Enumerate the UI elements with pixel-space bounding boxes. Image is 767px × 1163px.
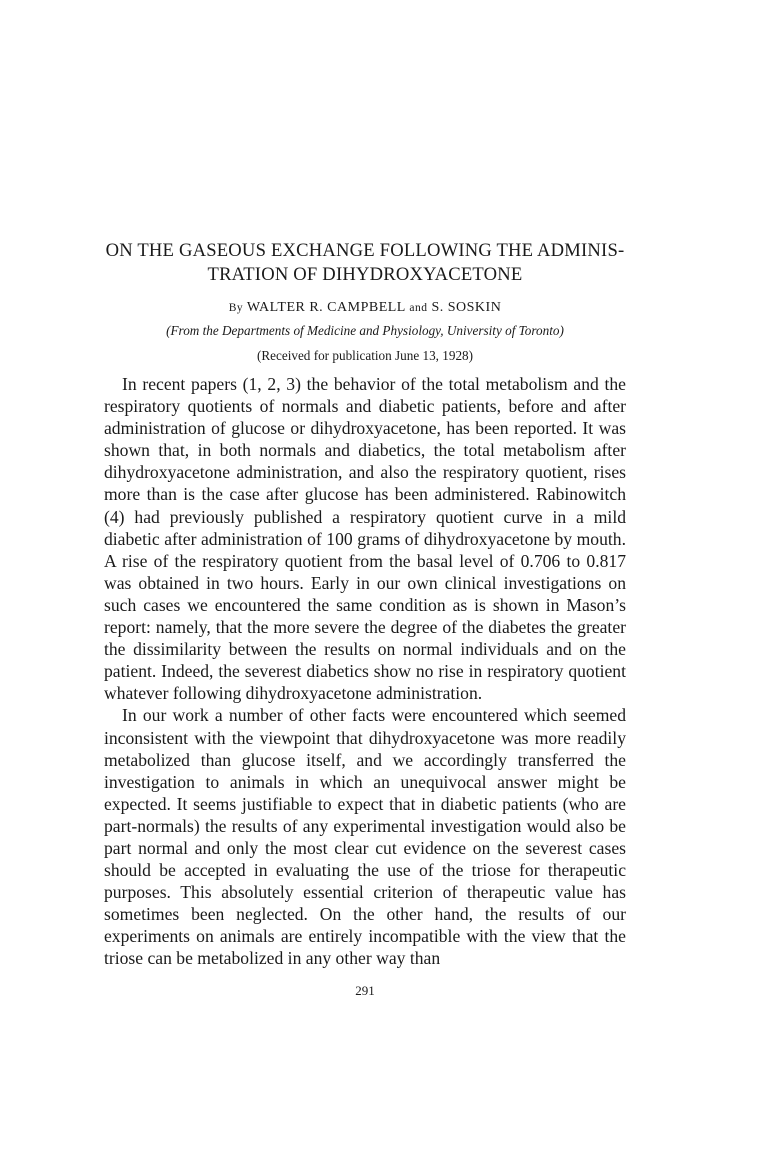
received-date: (Received for publication June 13, 1928): [256, 348, 474, 363]
author-campbell: WALTER R. CAMPBELL: [246, 300, 406, 315]
page-number: 291: [355, 983, 375, 998]
and-word: and: [409, 302, 428, 314]
body-paragraph-1: In recent papers (1, 2, 3) the behavior of the total metabolism and the respiratory quotients of normals and diabetic patients, before and after administration of glucose or dihydroxyacetone, has been reported. It was shown that, in both normals and diabetics, the total metabolism after dihydroxyacetone administration, and also the respiratory quotient, rises more than is the case after glucose has been administered. Rabinowitch (4) had previously published a respiratory quotient curve in a mild diabetic after administration of 100 grams of dihydroxyacetone by mouth. A rise of the respiratory quotient from the basal level of 0.706 to 0.817 was obtained in two hours. Early in our own clinical investigations on such cases we encountered the same condition as is shown in Mason’s report: namely, that the more severe the degree of the diabetes the greater the dissimilarity between the results on normal individuals and on the patient. Indeed, the severest diabetics show no rise in respiratory quotient whatever following dihydroxyacetone administration.: [104, 374, 626, 704]
body-paragraph-2: In our work a number of other facts were encountered which seemed inconsistent with the viewpoint that dihydroxyacetone was more readily metabolized than glucose itself, and we accordingly transferred the investigation to animals in which an unequivocal answer might be expected. It seems justifiable to expect that in diabetic patients (who are part-normals) the results of any experimental investigation would also be part normal and only the most clear cut evidence on the severest cases should be accepted in evaluating the use of the triose for therapeutic purposes. This absolutely essential criterion of therapeutic value has sometimes been neglected. On the other hand, the results of our experiments on animals are entirely incompatible with the view that the triose can be metabolized in any other way than: [104, 705, 626, 969]
affiliation: (From the Departments of Medicine and Physiology, University of Toronto): [166, 323, 564, 338]
article-body: [104, 373, 626, 970]
title-line-2: TRATION OF DIHYDROXYACETONE: [207, 264, 523, 285]
author-byline: [104, 299, 626, 317]
by-word: By: [228, 302, 244, 314]
title-line-1: ON THE GASEOUS EXCHANGE FOLLOWING THE ADMINIS-: [105, 240, 625, 261]
author-soskin: S. SOSKIN: [431, 300, 502, 315]
article-title: [104, 239, 626, 287]
